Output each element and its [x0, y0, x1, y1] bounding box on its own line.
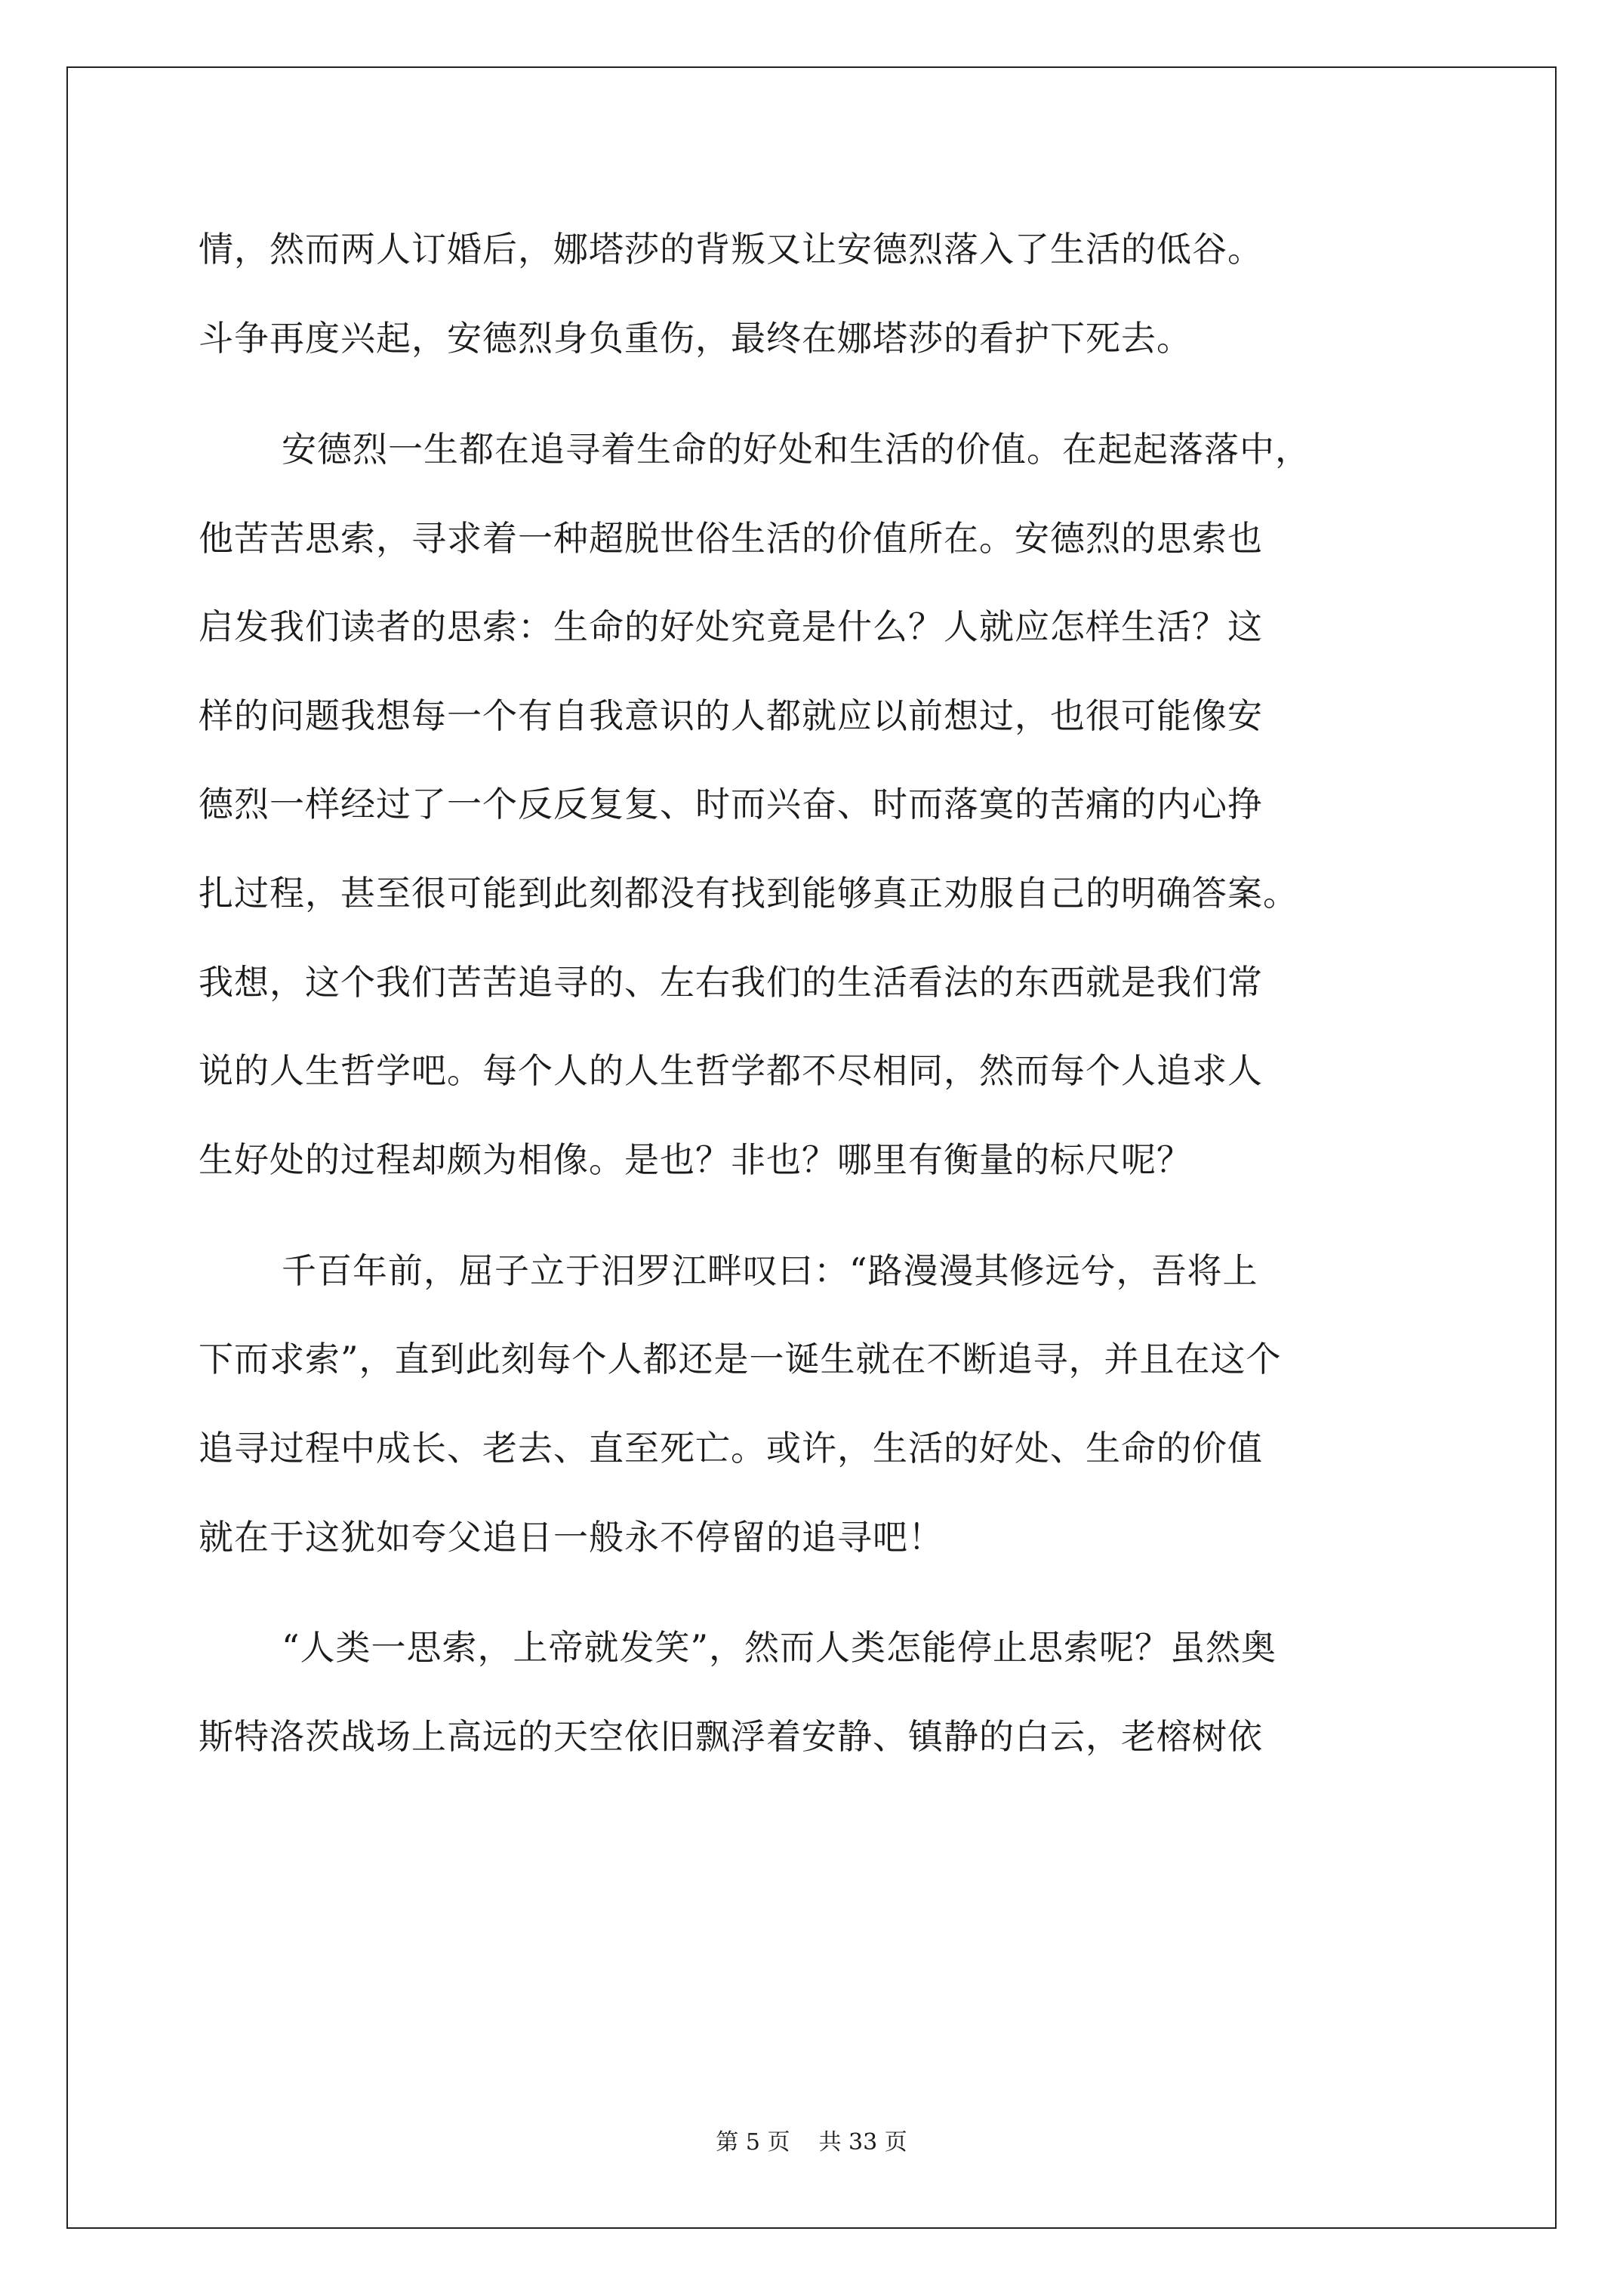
text-line: 说的人生哲学吧。每个人的人生哲学都不尽相同，然而每个人追求人	[199, 1050, 1263, 1091]
text-line: 启发我们读者的思索：生命的好处究竟是什么？人就应怎样生活？这	[199, 606, 1263, 647]
page-footer	[0, 2128, 1623, 2158]
text-line: 情，然而两人订婚后，娜塔莎的背叛又让安德烈落入了生活的低谷。	[199, 229, 1263, 270]
paragraph-start-line: 千百年前，屈子立于汨罗江畔叹曰：“路漫漫其修远兮，吾将上	[282, 1250, 1258, 1291]
text-line: 追寻过程中成长、老去、直至死亡。或许，生活的好处、生命的价值	[199, 1428, 1263, 1469]
text-line: 样的问题我想每一个有自我意识的人都就应以前想过，也很可能像安	[199, 695, 1263, 736]
text-line: 就在于这犹如夸父追日一般永不停留的追寻吧！	[199, 1517, 944, 1558]
paragraph-start-line: “人类一思索，上帝就发笑”，然而人类怎能停止思索呢？虽然奥	[282, 1627, 1277, 1668]
page-number: 第 5 页	[716, 2129, 790, 2156]
text-line: 我想，这个我们苦苦追寻的、左右我们的生活看法的东西就是我们常	[199, 962, 1263, 1003]
text-line: 生好处的过程却颇为相像。是也？非也？哪里有衡量的标尺呢？	[199, 1139, 1192, 1180]
text-line: 扎过程，甚至很可能到此刻都没有找到能够真正劝服自己的明确答案。	[199, 873, 1298, 914]
text-line: 他苦苦思索，寻求着一种超脱世俗生活的价值所在。安德烈的思索也	[199, 518, 1263, 559]
text-line: 德烈一样经过了一个反反复复、时而兴奋、时而落寞的苦痛的内心挣	[199, 784, 1263, 824]
page-total: 共 33 页	[818, 2129, 907, 2156]
paragraph-start-line: 安德烈一生都在追寻着生命的好处和生活的价值。在起起落落中，	[282, 429, 1310, 470]
text-line: 下而求索”，直到此刻每个人都还是一诞生就在不断追寻，并且在这个	[199, 1339, 1282, 1379]
text-line: 斯特洛茨战场上高远的天空依旧飘浮着安静、镇静的白云，老榕树依	[199, 1716, 1263, 1757]
text-line: 斗争再度兴起，安德烈身负重伤，最终在娜塔莎的看护下死去。	[199, 318, 1192, 359]
